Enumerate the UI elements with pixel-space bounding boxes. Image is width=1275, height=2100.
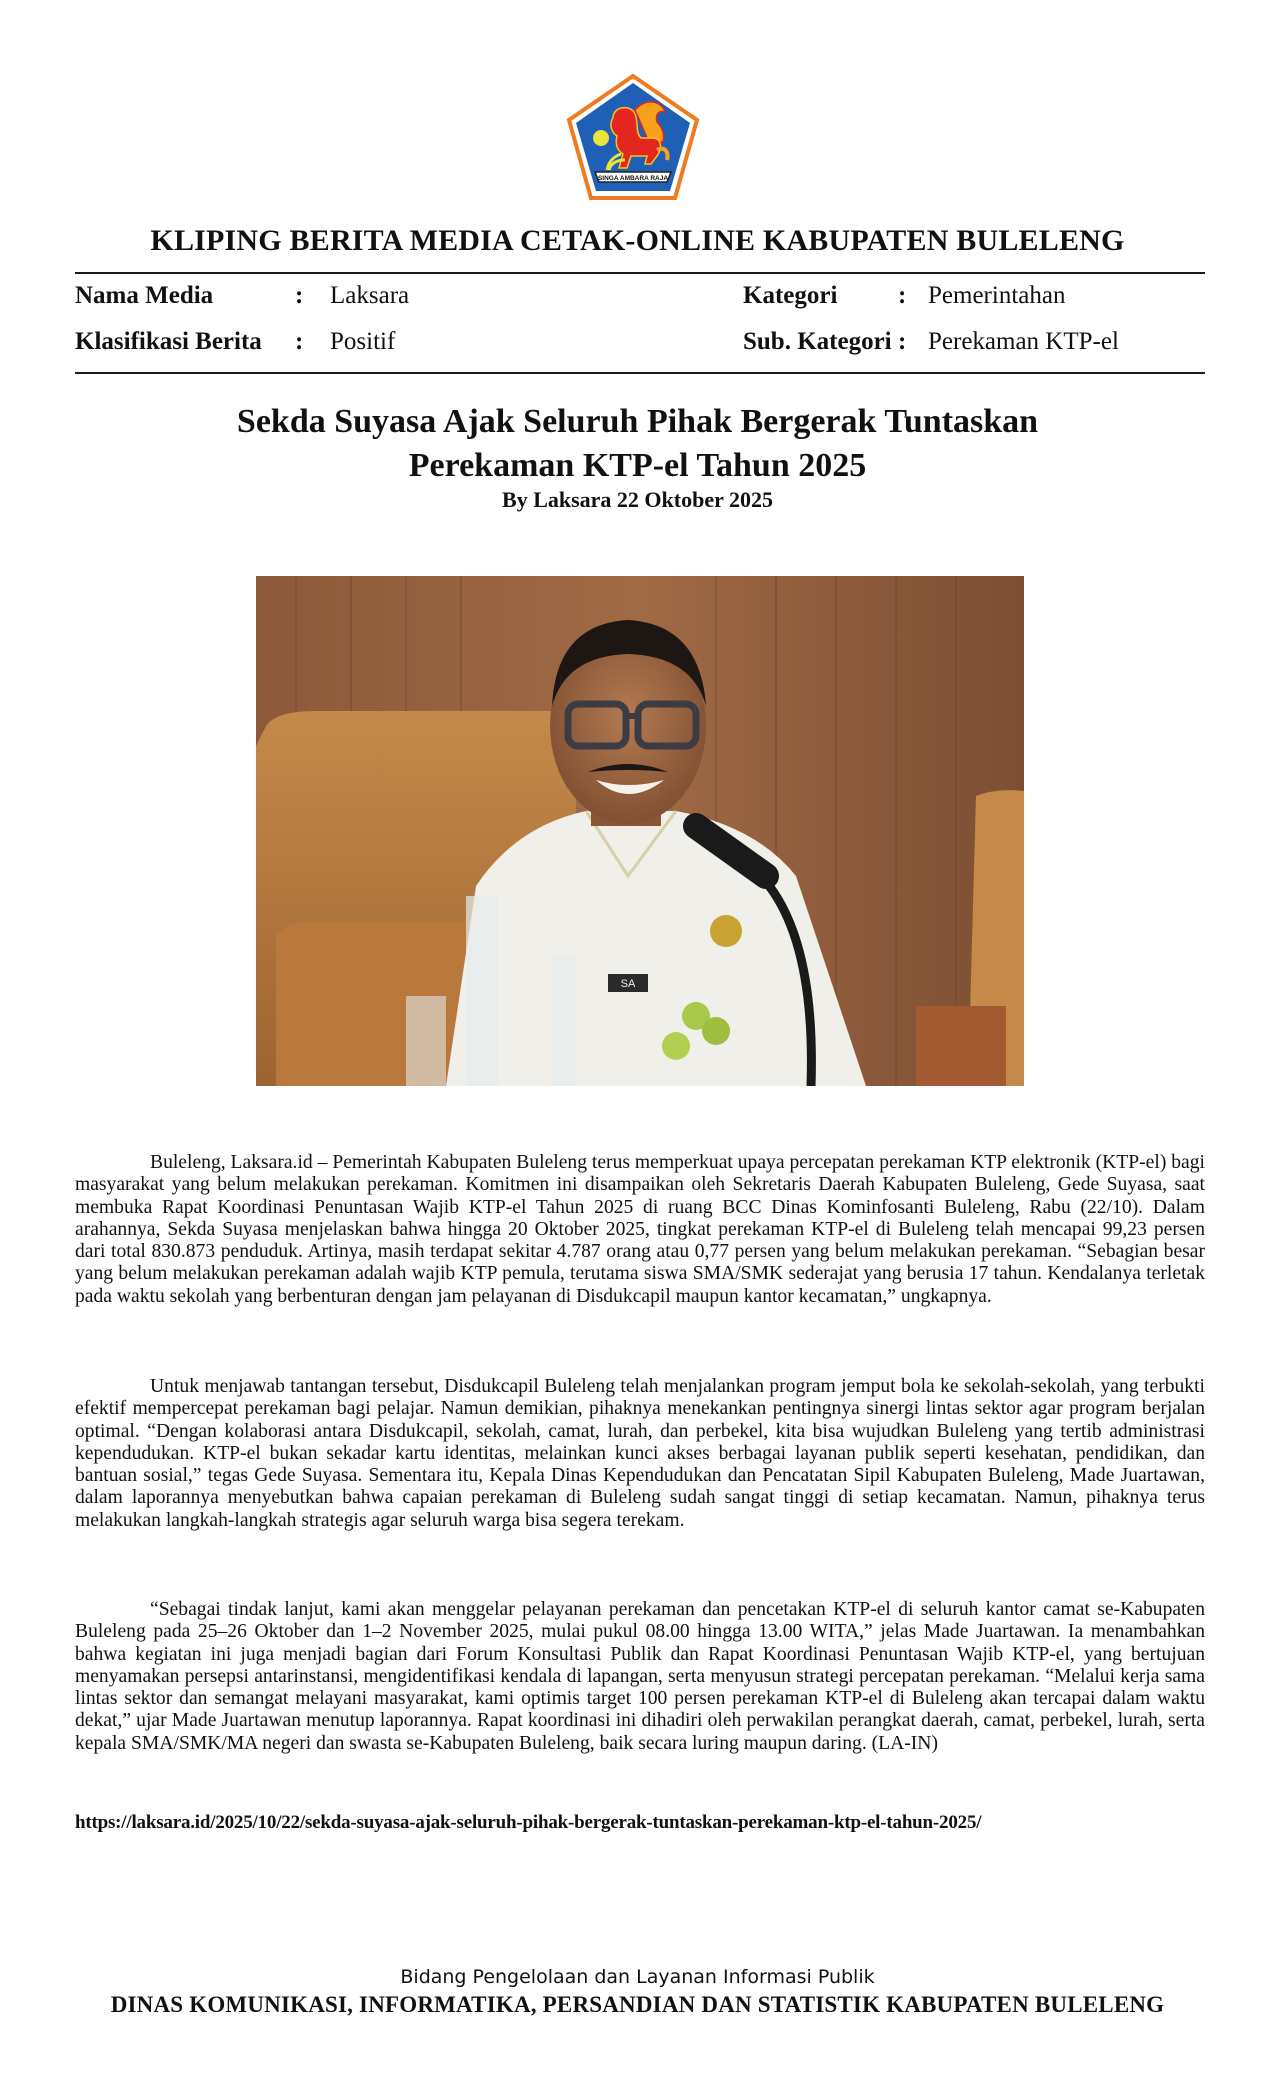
meta-category	[743, 282, 1065, 310]
meta-sub-category	[743, 328, 1119, 356]
meta-label: Klasifikasi Berita	[75, 328, 262, 355]
meta-value: Pemerintahan	[928, 282, 1066, 309]
buleleng-emblem-logo	[565, 72, 701, 202]
article-headline: Sekda Suyasa Ajak Seluruh Pihak Bergerak Tuntaskan Perekaman KTP-el Tahun 2025	[236, 403, 1039, 484]
meta-value: Perekaman KTP-el	[928, 328, 1119, 355]
source-url-link[interactable]: https://laksara.id/2025/10/22/sekda-suyasa-ajak-seluruh-pihak-bergerak-tuntaskan-perekaman-ktp-el-tahun-2025/	[75, 1812, 982, 1833]
header-divider-top	[75, 272, 1205, 274]
meta-colon: :	[898, 328, 907, 355]
footer-office: DINAS KOMUNIKASI, INFORMATIKA, PERSANDIAN DAN STATISTIK KABUPATEN BULELENG	[110, 1992, 1165, 2017]
article-paragraph	[75, 1376, 1205, 1532]
meta-label: Sub. Kategori	[743, 328, 892, 355]
emblem-icon	[565, 72, 701, 202]
footer-department: Bidang Pengelolaan dan Layanan Informasi Publik	[400, 1966, 875, 1988]
paragraph-text: Untuk menjawab tantangan tersebut, Disdukcapil Buleleng telah menjalankan program jemput bola ke sekolah-sekolah, yang terbukti efektif mempercepat perekaman bagi pelajar. Namun demikian, pihaknya menekankan pentingnya sinergi lintas sektor agar program berjalan optimal. “Dengan kolaborasi antara Disdukcapil, sekolah, camat, lurah, dan perbekel, kita bisa wujudkan Buleleng yang tertib administrasi kependudukan. KTP-el bukan sekadar kartu identitas, melainkan kunci akses berbagai layanan publik seperti kesehatan, pendidikan, dan bantuan sosial,” tegas Gede Suyasa. Sementara itu, Kepala Dinas Kependudukan dan Pencatatan Sipil Kabupaten Buleleng, Made Juartawan, dalam laporannya menyebutkan bahwa capaian perekaman di Buleleng sudah sangat tinggi di setiap kecamatan. Namun, pihaknya terus melakukan langkah-langkah strategis agar seluruh warga bisa segera terekam.	[75, 1376, 1205, 1531]
meta-label: Kategori	[743, 282, 838, 309]
article-paragraph	[75, 1599, 1205, 1755]
meta-colon: :	[898, 282, 907, 309]
meta-colon: :	[295, 282, 304, 309]
meta-media-name	[75, 282, 409, 310]
emblem-motto: SINGA AMBARA RAJA	[597, 175, 669, 182]
document-title: KLIPING BERITA MEDIA CETAK-ONLINE KABUPATEN BULELENG	[150, 224, 1125, 257]
header-divider-bottom	[75, 372, 1205, 374]
photo-name-badge: SA	[620, 978, 636, 990]
meta-label: Nama Media	[75, 282, 214, 309]
paragraph-text: “Sebagai tindak lanjut, kami akan menggelar pelayanan perekaman dan pencetakan KTP-el di seluruh kantor camat se-Kabupaten Buleleng pada 25–26 Oktober dan 1–2 November 2025, mulai pukul 08.00 hingga 13.00 WITA,” jelas Made Juartawan. Ia menambahkan bahwa kegiatan ini juga menjadi bagian dari Forum Konsultasi Publik dan Rapat Koordinasi Penuntasan Wajib KTP-el, yang bertujuan menyamakan persepsi antarinstansi, mengidentifikasi kendala di lapangan, serta menyusun strategi percepatan perekaman. “Melalui kerja sama lintas sektor dan semangat melayani masyarakat, kami optimis target 100 persen perekaman KTP-el di Buleleng akan tercapai dalam waktu dekat,” ujar Made Juartawan menutup laporannya. Rapat koordinasi ini dihadiri oleh perwakilan perangkat daerah, camat, perbekel, lurah, serta kepala SMA/SMK/MA negeri dan swasta se-Kabupaten Buleleng, baik secara luring maupun daring. (LA-IN)	[75, 1599, 1205, 1754]
meta-value: Laksara	[330, 282, 410, 309]
paragraph-text: Buleleng, Laksara.id – Pemerintah Kabupaten Buleleng terus memperkuat upaya percepatan perekaman KTP elektronik (KTP-el) bagi masyarakat yang belum melakukan perekaman. Komitmen ini disampaikan oleh Sekretaris Daerah Kabupaten Buleleng, Gede Suyasa, saat membuka Rapat Koordinasi Penuntasan Wajib KTP-el Tahun 2025 di ruang BCC Dinas Kominfosanti Buleleng, Rabu (22/10). Dalam arahannya, Sekda Suyasa menjelaskan bahwa hingga 20 Oktober 2025, tingkat perekaman KTP-el di Buleleng telah mencapai 99,23 persen dari total 830.873 penduduk. Artinya, masih terdapat sekitar 4.787 orang atau 0,77 persen yang belum melakukan perekaman. “Sebagian besar yang belum melakukan perekaman adalah wajib KTP pemula, terutama siswa SMA/SMK sederajat yang berusia 17 tahun. Kendalanya terletak pada waktu sekolah yang berbenturan dengan jam pelayanan di Disdukcapil maupun kantor kecamatan,” ungkapnya.	[75, 1152, 1205, 1307]
meta-classification	[75, 328, 395, 356]
article-paragraph	[75, 1152, 1205, 1308]
article-byline: By Laksara 22 Oktober 2025	[502, 487, 773, 512]
meta-value: Positif	[330, 328, 396, 355]
article-photo	[256, 576, 1024, 1086]
meta-colon: :	[295, 328, 304, 355]
